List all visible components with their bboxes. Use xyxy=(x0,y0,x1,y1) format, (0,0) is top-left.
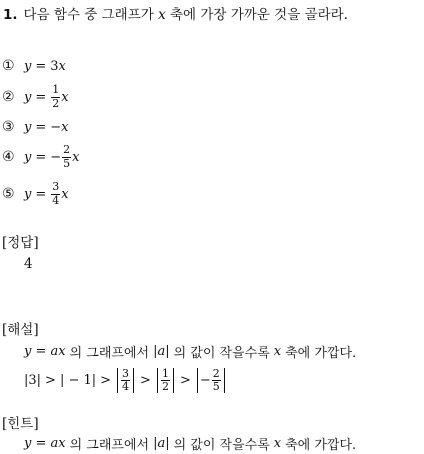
option-5-numerator: 3 xyxy=(52,180,60,194)
ineq-abs-fraction-2 xyxy=(157,368,174,393)
option-3-number: ③ xyxy=(2,119,15,135)
ineq-gt-4: > xyxy=(179,373,191,389)
option-5[interactable] xyxy=(2,180,69,208)
option-3-eq: = xyxy=(35,119,47,135)
ineq-f3-denominator: 5 xyxy=(212,380,220,394)
question-number: 1. xyxy=(3,7,18,23)
option-1-coef: 3 xyxy=(50,58,59,74)
option-2-numerator: 1 xyxy=(52,83,60,97)
option-4-number: ④ xyxy=(2,149,15,165)
explanation-text-c: 축에 가깝다. xyxy=(285,346,357,361)
hint-math: y = ax xyxy=(24,436,66,451)
explanation-var: x xyxy=(273,344,282,359)
option-5-fraction xyxy=(51,181,60,206)
ineq-f1-denominator: 4 xyxy=(122,380,130,394)
option-5-var: x xyxy=(61,186,69,202)
explanation-inequality xyxy=(24,368,227,393)
ineq-gt-3: > xyxy=(140,373,151,389)
option-2-denominator: 2 xyxy=(52,96,60,110)
option-5-number: ⑤ xyxy=(2,186,15,202)
explanation-line-1 xyxy=(24,342,360,361)
option-2-lhs: y xyxy=(24,89,32,105)
explanation-abs: |a| xyxy=(153,344,170,359)
ineq-fraction-3 xyxy=(212,368,221,393)
option-4-eq: = xyxy=(35,149,47,165)
ineq-abs-fraction-1 xyxy=(117,368,134,393)
option-4[interactable] xyxy=(2,143,80,171)
ineq-f2-numerator: 1 xyxy=(161,367,169,380)
option-3-var: x xyxy=(61,119,69,135)
option-2[interactable] xyxy=(2,83,69,111)
hint-abs: |a| xyxy=(153,436,170,451)
hint-var: x xyxy=(273,436,282,451)
ineq-f3-sign: − xyxy=(199,373,211,389)
hint-text-a: 의 그래프에서 xyxy=(69,438,150,453)
hint-text-b: 의 값이 작을수록 xyxy=(173,438,270,453)
ineq-abs-fraction-3 xyxy=(197,368,225,393)
explanation-text-b: 의 값이 작을수록 xyxy=(173,346,270,361)
ineq-term-2: | − 1| xyxy=(59,373,97,389)
question-text-after: 축에 가장 가까운 것을 골라라. xyxy=(170,7,348,23)
question xyxy=(3,3,348,23)
option-3[interactable] xyxy=(2,113,69,141)
option-5-eq: = xyxy=(35,186,47,202)
hint-line xyxy=(24,434,360,453)
option-3-lhs: y xyxy=(24,119,32,135)
option-4-fraction xyxy=(62,144,71,169)
answer-label: [정답] xyxy=(2,235,39,251)
answer-value: 4 xyxy=(24,256,33,272)
option-4-sign: − xyxy=(50,149,62,165)
option-1-eq: = xyxy=(35,58,47,74)
question-var: x xyxy=(158,7,166,23)
ineq-fraction-2 xyxy=(161,368,170,393)
ineq-term-1: |3| xyxy=(24,373,42,389)
option-1-lhs: y xyxy=(24,58,32,74)
ineq-fraction-1 xyxy=(121,368,130,393)
explanation-math: y = ax xyxy=(24,344,66,359)
ineq-gt-1: > xyxy=(45,373,56,389)
explanation-label: [해설] xyxy=(2,322,39,338)
option-2-fraction xyxy=(51,84,60,109)
option-3-coef: − xyxy=(50,119,62,135)
option-2-var: x xyxy=(61,89,69,105)
ineq-f3-numerator: 2 xyxy=(212,367,220,380)
option-1-number: ① xyxy=(2,58,15,74)
option-5-lhs: y xyxy=(24,186,32,202)
hint-label: [힌트] xyxy=(2,416,39,432)
option-2-number: ② xyxy=(2,89,15,105)
option-1[interactable] xyxy=(2,52,66,80)
option-5-denominator: 4 xyxy=(52,193,60,207)
question-text-before: 다음 함수 중 그래프가 xyxy=(23,7,154,23)
explanation-text-a: 의 그래프에서 xyxy=(69,346,150,361)
option-4-lhs: y xyxy=(24,149,32,165)
hint-text-c: 축에 가깝다. xyxy=(285,438,357,453)
option-2-eq: = xyxy=(35,89,47,105)
option-4-var: x xyxy=(72,149,80,165)
option-1-var: x xyxy=(58,58,66,74)
ineq-f1-numerator: 3 xyxy=(122,367,130,380)
ineq-gt-2: > xyxy=(100,373,112,389)
option-4-denominator: 5 xyxy=(63,156,71,170)
ineq-f2-denominator: 2 xyxy=(161,380,169,394)
option-4-numerator: 2 xyxy=(63,143,71,157)
